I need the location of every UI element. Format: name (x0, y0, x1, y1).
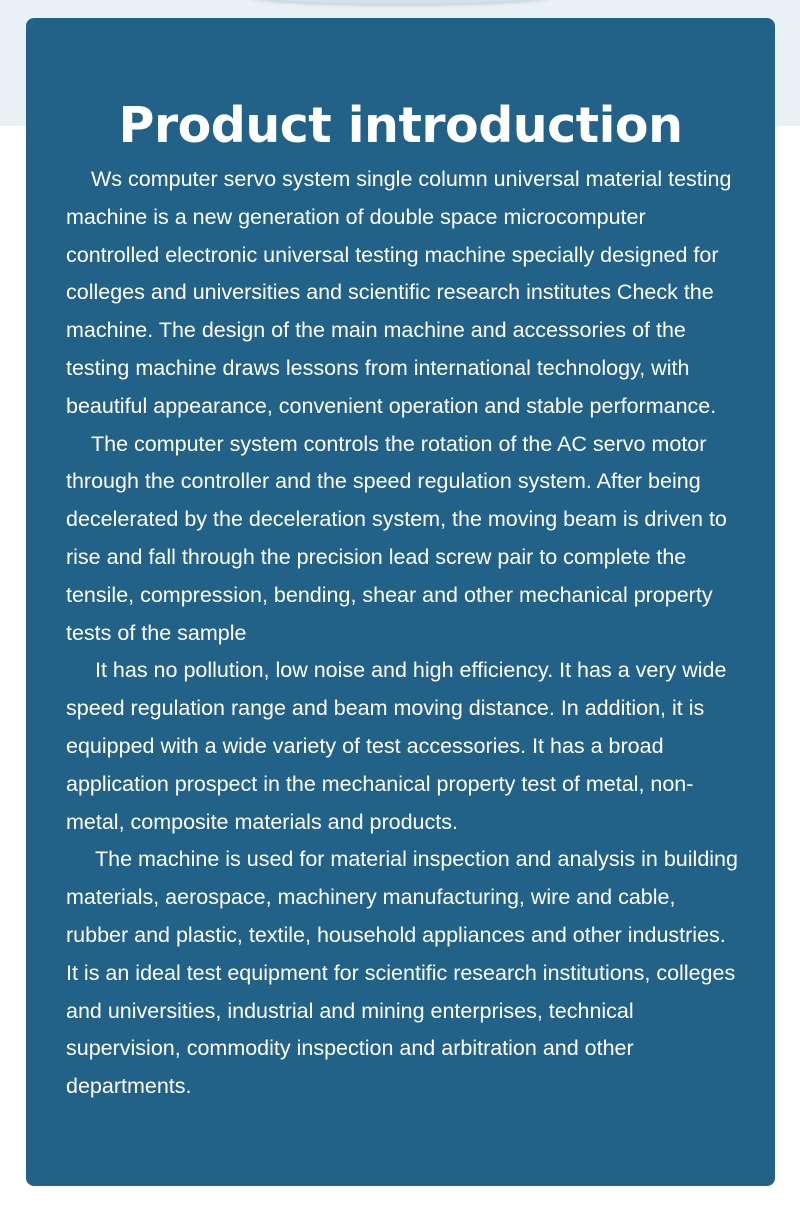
paragraph-control-system: The computer system controls the rotation of the AC servo motor through the controller and the speed regulation system. After being decelerated by the deceleration system, the moving beam is driven to rise and fall through the precision lead screw pair to complete the tensile, compression, bending, shear and other mechanical property tests of the sample (66, 431, 727, 645)
paragraph-overview: Ws computer servo system single column universal material testing machine is a new generation of double space microcomputer controlled electronic universal testing machine specially designed for colleges and universities and scientific research institutes Check the machine. The design of the main machine and accessories of the testing machine draws lessons from international technology, with beautiful appearance, convenient operation and stable performance. (66, 167, 732, 418)
introduction-body (66, 161, 742, 1106)
paragraph-applications: The machine is used for material inspection and analysis in building materials, aerospace, machinery manufacturing, wire and cable, rubber and plastic, textile, household appliances and other industries. It is an ideal test equipment for scientific research institutions, colleges and universities, industrial and mining enterprises, technical supervision, commodity inspection and arbitration and other departments. (66, 847, 738, 1099)
page-title: Product introduction (118, 97, 683, 154)
product-introduction-card (26, 18, 775, 1186)
paragraph-features: It has no pollution, low noise and high efficiency. It has a very wide speed regulation range and beam moving distance. In addition, it is equipped with a wide variety of test accessories. It has a broad application prospect in the mechanical property test of metal, non-metal, composite materials and products. (66, 658, 727, 834)
